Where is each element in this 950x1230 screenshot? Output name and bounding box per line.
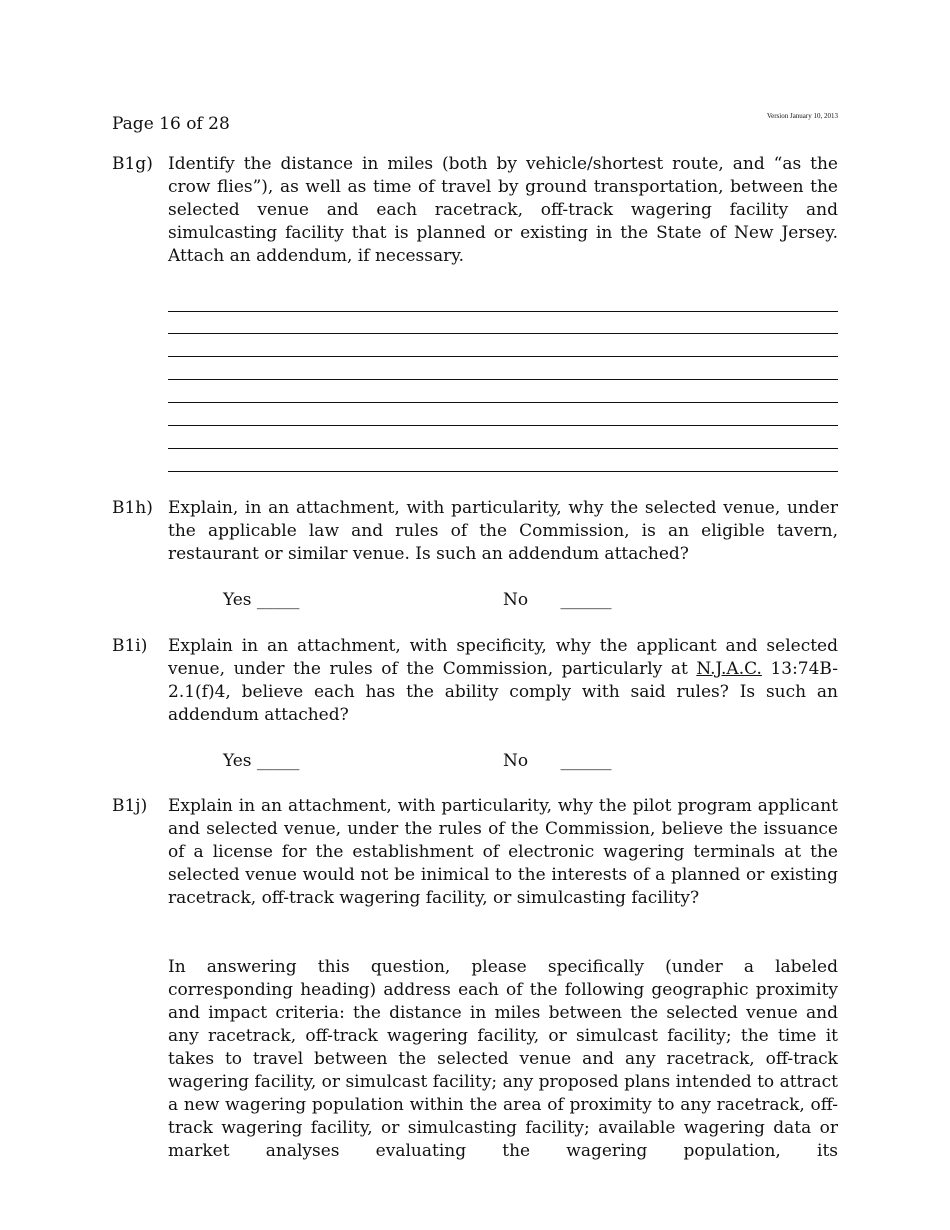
answer-line[interactable] [168, 379, 838, 380]
yes-answer-b1h[interactable]: Yes _____ [223, 590, 300, 610]
question-label-b1g: B1g) [112, 154, 153, 174]
question-text-b1j: Explain in an attachment, with particularity, why the pilot program applicant and selected venue, under the rules of the Commission, believe the issuance of a license for the establishment of electronic wagering terminals at the selected venue would not be inimical to the interests of a planned or existing racetrack, off-track wagering facility, or simulcasting facility? [168, 796, 838, 908]
citation-njac: N.J.A.C. [696, 659, 762, 679]
yes-answer-b1i[interactable]: Yes _____ [223, 751, 300, 771]
no-answer-b1i[interactable]: No ______ [503, 751, 612, 771]
question-label-b1i: B1i) [112, 636, 148, 656]
question-label-b1j: B1j) [112, 796, 148, 816]
answer-line[interactable] [168, 425, 838, 426]
no-answer-b1h[interactable]: No ______ [503, 590, 612, 610]
question-text-b1j-continued: In answering this question, please specifically (under a labeled corresponding heading) address each of the following geographic proximity and impact criteria: the distance in miles between the selected venue and any racetrack, off-track wagering facility, or simulcast facility; the time it takes to travel between the selected venue and any racetrack, off-track wagering facility, or simulcast facility; any proposed plans intended to attract a new wagering population within the area of proximity to any racetrack, off-track wagering facility, or simulcasting facility; available wagering data or market analyses evaluating the wagering population, its [168, 957, 838, 1161]
answer-line[interactable] [168, 333, 838, 334]
question-text-b1h: Explain, in an attachment, with particularity, why the selected venue, under the applicable law and rules of the Commission, is an eligible tavern, restaurant or similar venue. Is such an addendum attached? [168, 498, 838, 564]
question-text-b1i-part2: 13:74B-2.1(f)4, believe each has the ability comply with said rules? Is such an addendum attached? [168, 659, 838, 725]
question-text-b1g: Identify the distance in miles (both by vehicle/shortest route, and “as the crow flies”), as well as time of travel by ground transportation, between the selected venue and each racetrack, off-track wagering facility and simulcasting facility that is planned or existing in the State of New Jersey. Attach an addendum, if necessary. [168, 154, 838, 266]
answer-line[interactable] [168, 448, 838, 449]
answer-line[interactable] [168, 311, 838, 312]
answer-line[interactable] [168, 402, 838, 403]
page-number: Page 16 of 28 [112, 114, 230, 134]
answer-line[interactable] [168, 471, 838, 472]
question-text-b1i [168, 635, 838, 727]
version-date: Version January 10, 2013 [766, 112, 838, 120]
question-text-b1i-part1: Explain in an attachment, with specificity, why the applicant and selected venue, under the rules of the Commission, particularly at [168, 636, 838, 679]
question-label-b1h: B1h) [112, 498, 153, 518]
answer-line[interactable] [168, 356, 838, 357]
